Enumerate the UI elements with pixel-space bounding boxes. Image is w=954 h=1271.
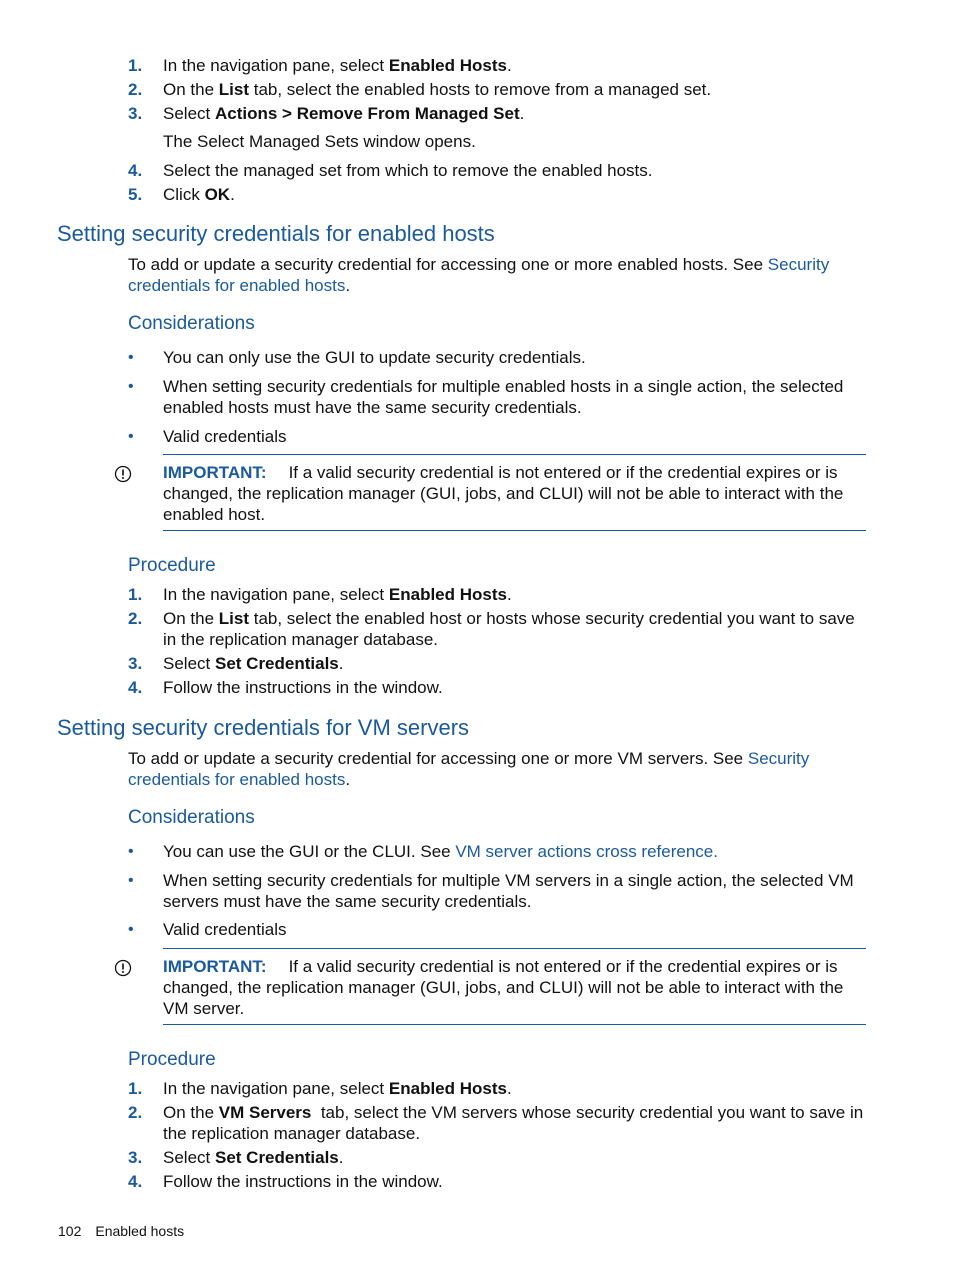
footer-section: Enabled hosts bbox=[95, 1223, 185, 1239]
important-label: IMPORTANT: bbox=[163, 957, 267, 976]
step-number: 2. bbox=[128, 609, 143, 628]
step-number: 4. bbox=[128, 1172, 143, 1191]
bullet-text: You can use the GUI or the CLUI. See VM server actions cross reference. bbox=[163, 842, 718, 861]
step-text: Select the managed set from which to remove the enabled hosts. bbox=[163, 161, 653, 180]
important-label: IMPORTANT: bbox=[163, 463, 267, 482]
bullet-text-cont: servers must have the same security credentials. bbox=[163, 892, 532, 911]
considerations-heading: Considerations bbox=[128, 807, 255, 828]
bullet-text-cont: enabled hosts must have the same security credentials. bbox=[163, 398, 582, 417]
step-note: The Select Managed Sets window opens. bbox=[163, 132, 476, 151]
step-number: 1. bbox=[128, 585, 143, 604]
important-line: enabled host. bbox=[163, 505, 266, 524]
step-number: 3. bbox=[128, 104, 143, 123]
vm-cross-reference-link[interactable]: VM server actions cross reference. bbox=[455, 842, 718, 861]
step-number: 3. bbox=[128, 654, 143, 673]
step-number: 4. bbox=[128, 678, 143, 697]
section-intro-cont: credentials for enabled hosts. bbox=[128, 276, 351, 295]
step-text: On the List tab, select the enabled hosts to remove from a managed set. bbox=[163, 80, 712, 99]
step-text: Follow the instructions in the window. bbox=[163, 678, 443, 697]
security-credentials-link-cont[interactable]: credentials for enabled hosts bbox=[128, 770, 346, 789]
page-footer bbox=[58, 1222, 184, 1240]
step-number: 4. bbox=[128, 161, 143, 180]
step-text: Select Set Credentials. bbox=[163, 1148, 344, 1167]
important-line: IMPORTANT: If a valid security credential is not entered or if the credential expires or is bbox=[163, 957, 838, 976]
bullet-icon: • bbox=[128, 921, 134, 938]
bullet-text: When setting security credentials for multiple enabled hosts in a single action, the selected bbox=[163, 377, 844, 396]
step-text: Select Actions > Remove From Managed Set. bbox=[163, 104, 525, 123]
considerations-heading: Considerations bbox=[128, 313, 255, 334]
step-text: On the List tab, select the enabled host or hosts whose security credential you want to save bbox=[163, 609, 855, 628]
section-title: Setting security credentials for enabled hosts bbox=[57, 221, 495, 246]
step-number: 2. bbox=[128, 1103, 143, 1122]
important-line: IMPORTANT: If a valid security credential is not entered or if the credential expires or is bbox=[163, 463, 838, 482]
step-text-cont: in the replication manager database. bbox=[163, 630, 439, 649]
important-circle-icon bbox=[114, 465, 132, 483]
section-intro: To add or update a security credential for accessing one or more VM servers. See Security bbox=[128, 749, 810, 768]
procedure-heading: Procedure bbox=[128, 1049, 216, 1070]
bullet-icon: • bbox=[128, 872, 134, 889]
important-top-rule bbox=[163, 948, 866, 949]
section-intro-cont: credentials for enabled hosts. bbox=[128, 770, 351, 789]
step-text: In the navigation pane, select Enabled Hosts. bbox=[163, 585, 512, 604]
bullet-text: Valid credentials bbox=[163, 427, 287, 446]
bullet-text: You can only use the GUI to update security credentials. bbox=[163, 348, 586, 367]
important-circle-icon bbox=[114, 959, 132, 977]
step-number: 1. bbox=[128, 1079, 143, 1098]
bullet-icon: • bbox=[128, 378, 134, 395]
step-number: 5. bbox=[128, 185, 143, 204]
bullet-icon: • bbox=[128, 843, 134, 860]
step-number: 1. bbox=[128, 56, 143, 75]
bullet-text: Valid credentials bbox=[163, 920, 287, 939]
security-credentials-link-cont[interactable]: credentials for enabled hosts bbox=[128, 276, 346, 295]
bullet-icon: • bbox=[128, 349, 134, 366]
important-bottom-rule bbox=[163, 530, 866, 531]
step-text: Click OK. bbox=[163, 185, 235, 204]
bullet-icon: • bbox=[128, 428, 134, 445]
step-text: In the navigation pane, select Enabled Hosts. bbox=[163, 56, 512, 75]
section-title: Setting security credentials for VM servers bbox=[57, 715, 470, 740]
procedure-heading: Procedure bbox=[128, 555, 216, 576]
step-text: Follow the instructions in the window. bbox=[163, 1172, 443, 1191]
security-credentials-link[interactable]: Security bbox=[747, 749, 810, 768]
step-text: Select Set Credentials. bbox=[163, 654, 344, 673]
important-line: changed, the replication manager (GUI, jobs, and CLUI) will not be able to interact with the bbox=[163, 484, 844, 503]
step-text: In the navigation pane, select Enabled Hosts. bbox=[163, 1079, 512, 1098]
step-number: 2. bbox=[128, 80, 143, 99]
section-intro: To add or update a security credential for accessing one or more enabled hosts. See Security bbox=[128, 255, 830, 274]
security-credentials-link[interactable]: Security bbox=[767, 255, 830, 274]
step-number: 3. bbox=[128, 1148, 143, 1167]
page-number: 102 bbox=[58, 1223, 82, 1239]
step-text-cont: the replication manager database. bbox=[163, 1124, 421, 1143]
important-top-rule bbox=[163, 454, 866, 455]
important-line: changed, the replication manager (GUI, jobs, and CLUI) will not be able to interact with the bbox=[163, 978, 844, 997]
important-line: VM server. bbox=[163, 999, 245, 1018]
important-bottom-rule bbox=[163, 1024, 866, 1025]
step-text: On the VM Servers tab, select the VM servers whose security credential you want to save in bbox=[163, 1103, 864, 1122]
bullet-text: When setting security credentials for multiple VM servers in a single action, the selected VM bbox=[163, 871, 854, 890]
